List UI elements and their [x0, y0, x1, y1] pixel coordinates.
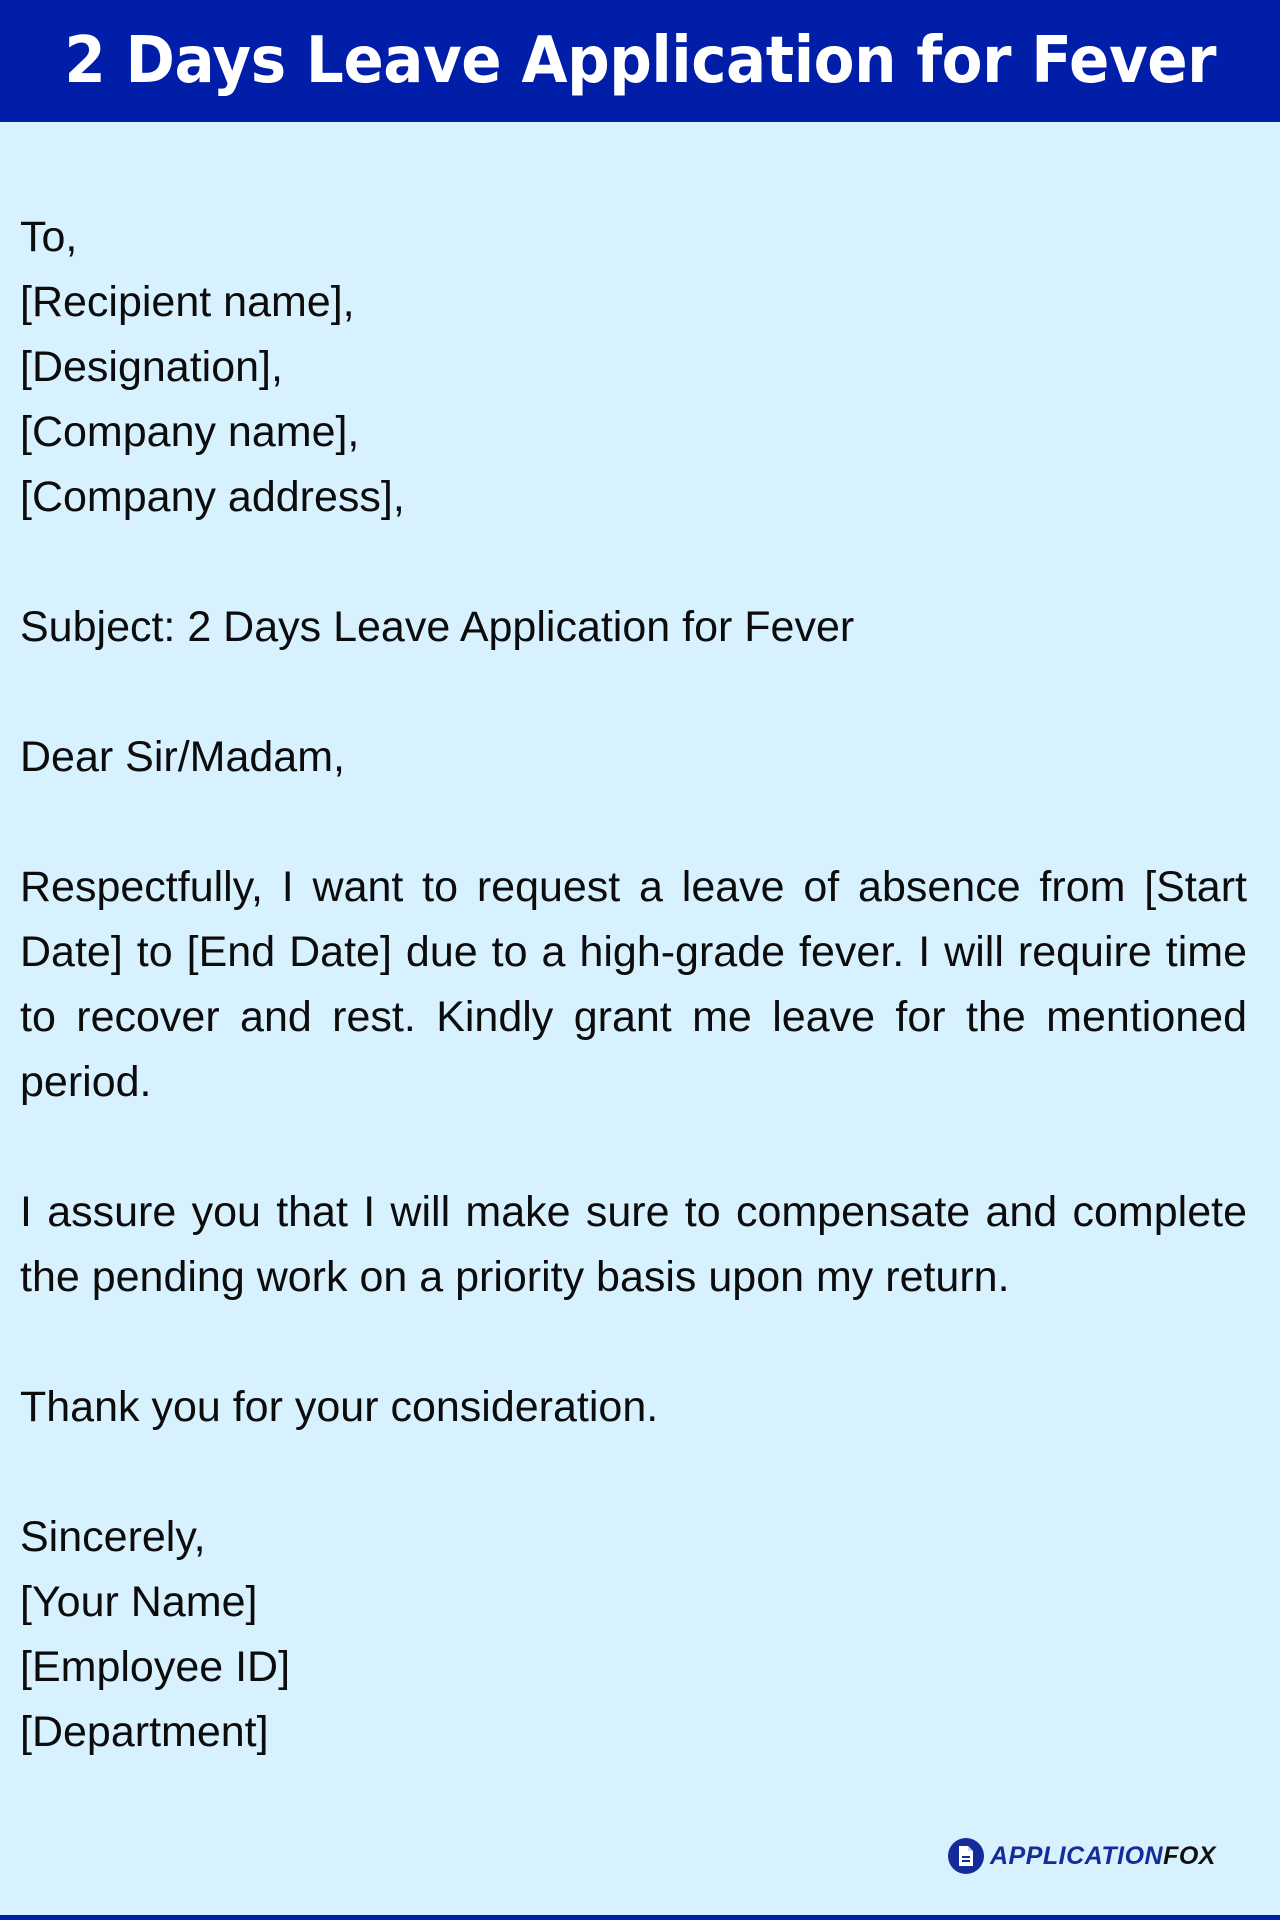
spacer [20, 790, 1247, 855]
recipient-block [20, 205, 1247, 530]
logo-wordmark [990, 1842, 1216, 1871]
page-title: 2 Days Leave Application for Fever [64, 24, 1216, 98]
logo-text-primary: APPLICATION [990, 1841, 1164, 1870]
applicationfox-logo [948, 1838, 1216, 1874]
signature-block [20, 1505, 1247, 1765]
document-icon [948, 1838, 984, 1874]
spacer [20, 1115, 1247, 1180]
recipient-company-address: [Company address], [20, 473, 405, 521]
greeting: Dear Sir/Madam, [20, 733, 345, 781]
spacer [20, 660, 1247, 725]
bottom-border-bar [0, 1915, 1280, 1920]
spacer [20, 1310, 1247, 1375]
signature-department: [Department] [20, 1708, 269, 1756]
recipient-name: [Recipient name], [20, 278, 355, 326]
salutation-to: To, [20, 213, 78, 261]
recipient-designation: [Designation], [20, 343, 283, 391]
logo-text-secondary: FOX [1163, 1841, 1216, 1870]
thank-you-line: Thank you for your consideration. [20, 1383, 659, 1431]
closing: Sincerely, [20, 1513, 206, 1561]
spacer [20, 1440, 1247, 1505]
letter-body [20, 205, 1247, 1765]
body-paragraph-request: Respectfully, I want to request a leave of absence from [Start Date] to [End Date] due to a high-grade fever. I will require time to recover and rest. Kindly grant me leave for the mentioned period. [20, 863, 1247, 1106]
recipient-company-name: [Company name], [20, 408, 360, 456]
header-banner [0, 0, 1280, 122]
body-paragraph-assurance: I assure you that I will make sure to compensate and complete the pending work on a priority basis upon my return. [20, 1188, 1247, 1301]
subject-line: Subject: 2 Days Leave Application for Fever [20, 603, 855, 651]
signature-name: [Your Name] [20, 1578, 258, 1626]
signature-employee-id: [Employee ID] [20, 1643, 291, 1691]
spacer [20, 530, 1247, 595]
